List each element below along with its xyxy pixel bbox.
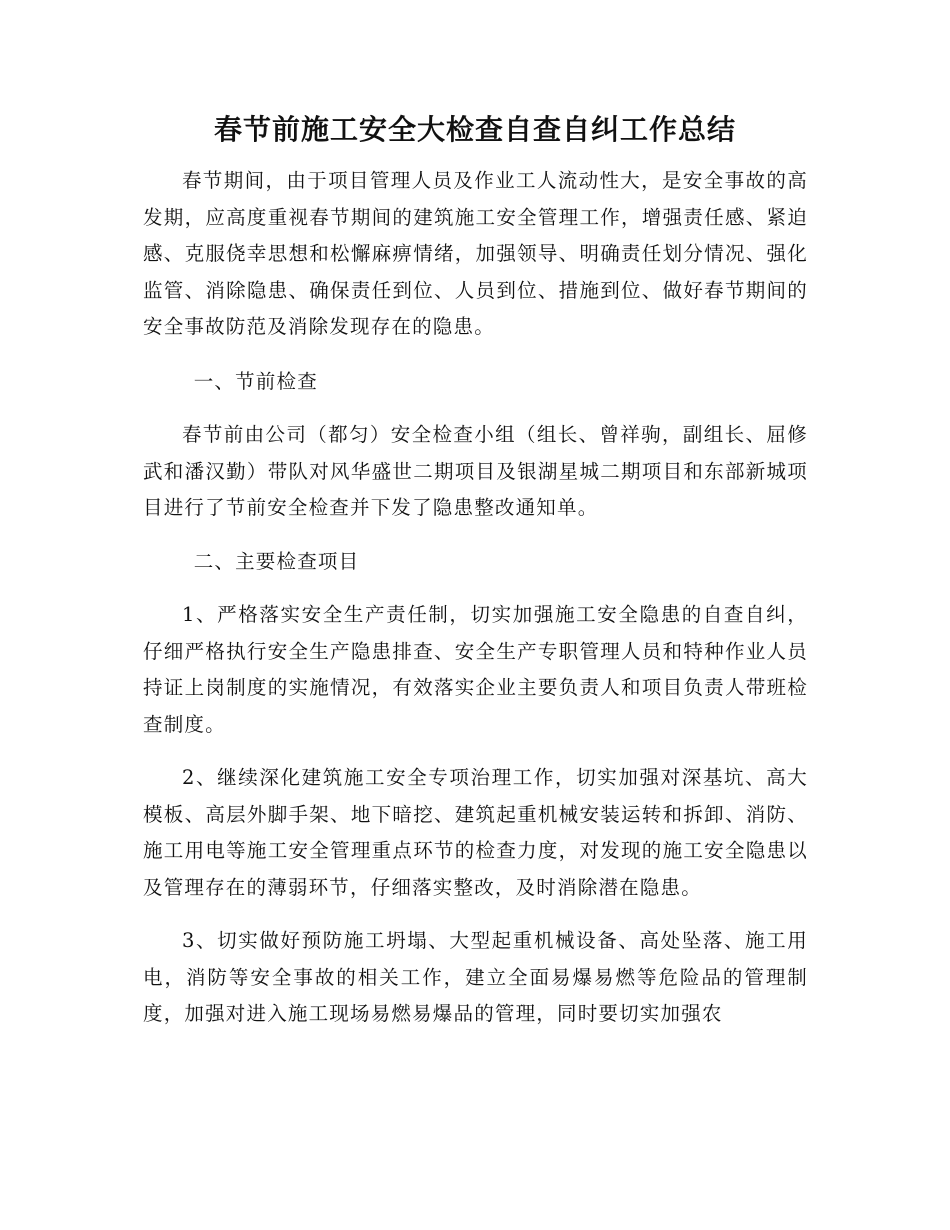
section-heading-main-inspection-items: 二、主要检查项目 [193, 549, 360, 573]
inspection-item-3: 3、切实做好预防施工坍塌、大型起重机械设备、高处坠落、施工用电，消防等安全事故的相关工作，建立全面易爆易燃等危险品的管理制度，加强对进入施工现场易燃易爆品的管理，同时要切实加强农 [143, 929, 808, 1025]
section-heading-pre-holiday-inspection: 一、节前检查 [193, 369, 318, 393]
intro-paragraph: 春节期间，由于项目管理人员及作业工人流动性大，是安全事故的高发期，应高度重视春节期间的建筑施工安全管理工作，增强责任感、紧迫感、克服侥幸思想和松懈麻痹情绪，加强领导、明确责任划分情况、强化监管、消除隐患、确保责任到位、人员到位、措施到位、做好春节期间的安全事故防范及消除发现存在的隐患。 [143, 169, 808, 338]
inspection-item-2: 2、继续深化建筑施工安全专项治理工作，切实加强对深基坑、高大模板、高层外脚手架、地下暗挖、建筑起重机械安装运转和拆卸、消防、施工用电等施工安全管理重点环节的检查力度，对发现的施工安全隐患以及管理存在的薄弱环节，仔细落实整改，及时消除潜在隐患。 [143, 766, 808, 899]
section1-paragraph: 春节前由公司（都匀）安全检查小组（组长、曾祥驹，副组长、屈修武和潘汉勤）带队对风华盛世二期项目及银湖星城二期项目和东部新城项目进行了节前安全检查并下发了隐患整改通知单。 [143, 423, 808, 519]
document-body [143, 163, 808, 1050]
inspection-item-1: 1、严格落实安全生产责任制，切实加强施工安全隐患的自查自纠，仔细严格执行安全生产隐患排查、安全生产专职管理人员和特种作业人员持证上岗制度的实施情况，有效落实企业主要负责人和项目负责人带班检查制度。 [143, 603, 808, 736]
document-title: 春节前施工安全大检查自查自纠工作总结 [213, 113, 736, 146]
